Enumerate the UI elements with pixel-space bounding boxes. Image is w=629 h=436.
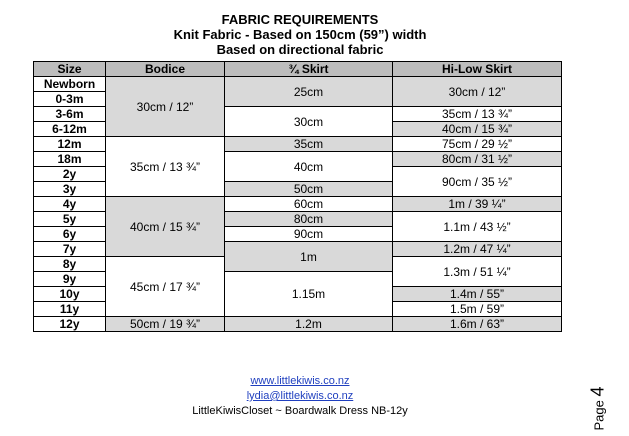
bodice-cell: 50cm / 19 ¾” xyxy=(106,317,225,332)
document-subtitle-2: Based on directional fabric xyxy=(216,42,384,57)
skirt-cell: 25cm xyxy=(225,77,393,107)
table-row xyxy=(34,77,562,92)
hilow-cell: 35cm / 13 ¾” xyxy=(393,107,562,122)
table-row xyxy=(34,197,562,212)
hilow-cell: 90cm / 35 ½” xyxy=(393,167,562,197)
website-link[interactable]: www.littlekiwis.co.nz xyxy=(250,375,350,387)
hilow-cell: 1.3m / 51 ¼” xyxy=(393,257,562,287)
hilow-cell: 75cm / 29 ½” xyxy=(393,137,562,152)
bodice-cell: 45cm / 17 ¾” xyxy=(106,257,225,317)
hilow-cell: 1.4m / 55” xyxy=(393,287,562,302)
size-cell: 11y xyxy=(34,302,106,317)
table-row xyxy=(34,137,562,152)
size-cell: 2y xyxy=(34,167,106,182)
size-cell: 7y xyxy=(34,242,106,257)
size-cell: 3y xyxy=(34,182,106,197)
skirt-cell: 50cm xyxy=(225,182,393,197)
table-header-row xyxy=(34,62,562,77)
skirt-cell: 1.2m xyxy=(225,317,393,332)
bodice-cell: 40cm / 15 ¾” xyxy=(106,197,225,257)
header-skirt: ¾ Skirt xyxy=(225,62,393,77)
size-cell: 5y xyxy=(34,212,106,227)
size-cell: 8y xyxy=(34,257,106,272)
hilow-cell: 1.2m / 47 ¼” xyxy=(393,242,562,257)
size-cell: 6-12m xyxy=(34,122,106,137)
size-cell: 0-3m xyxy=(34,92,106,107)
skirt-cell: 35cm xyxy=(225,137,393,152)
hilow-cell: 1.5m / 59” xyxy=(393,302,562,317)
title-block xyxy=(0,12,600,57)
skirt-cell: 90cm xyxy=(225,227,393,242)
document-title: FABRIC REQUIREMENTS xyxy=(221,12,379,27)
header-size: Size xyxy=(34,62,106,77)
hilow-cell: 1.6m / 63” xyxy=(393,317,562,332)
size-cell: 3-6m xyxy=(34,107,106,122)
hilow-cell: 1.1m / 43 ½” xyxy=(393,212,562,242)
skirt-cell: 40cm xyxy=(225,152,393,182)
bodice-cell: 30cm / 12” xyxy=(106,77,225,137)
document-subtitle: Knit Fabric - Based on 150cm (59”) width xyxy=(173,27,427,42)
skirt-cell: 80cm xyxy=(225,212,393,227)
footer-website-line xyxy=(0,374,600,388)
header-bodice: Bodice xyxy=(106,62,225,77)
hilow-cell: 1m / 39 ¼” xyxy=(393,197,562,212)
size-cell: 9y xyxy=(34,272,106,287)
hilow-cell: 80cm / 31 ½” xyxy=(393,152,562,167)
page-label: Page xyxy=(591,400,607,431)
skirt-cell: 1.15m xyxy=(225,272,393,317)
footer-credit: LittleKiwisCloset ~ Boardwalk Dress NB-12y xyxy=(192,405,408,417)
size-cell: 4y xyxy=(34,197,106,212)
size-cell: 10y xyxy=(34,287,106,302)
fabric-requirements-table xyxy=(33,61,562,332)
size-cell: 12m xyxy=(34,137,106,152)
skirt-cell: 1m xyxy=(225,242,393,272)
footer-email-line xyxy=(0,389,600,403)
hilow-cell: 30cm / 12” xyxy=(393,77,562,107)
page-number xyxy=(588,384,628,430)
skirt-cell: 60cm xyxy=(225,197,393,212)
size-cell: Newborn xyxy=(34,77,106,92)
email-link[interactable]: lydia@littlekiwis.co.nz xyxy=(246,390,354,402)
size-cell: 18m xyxy=(34,152,106,167)
page-number-value: 4 xyxy=(587,386,608,397)
header-hilow: Hi-Low Skirt xyxy=(393,62,562,77)
size-cell: 6y xyxy=(34,227,106,242)
size-cell: 12y xyxy=(34,317,106,332)
table-row xyxy=(34,317,562,332)
bodice-cell: 35cm / 13 ¾” xyxy=(106,137,225,197)
skirt-cell: 30cm xyxy=(225,107,393,137)
hilow-cell: 40cm / 15 ¾” xyxy=(393,122,562,137)
